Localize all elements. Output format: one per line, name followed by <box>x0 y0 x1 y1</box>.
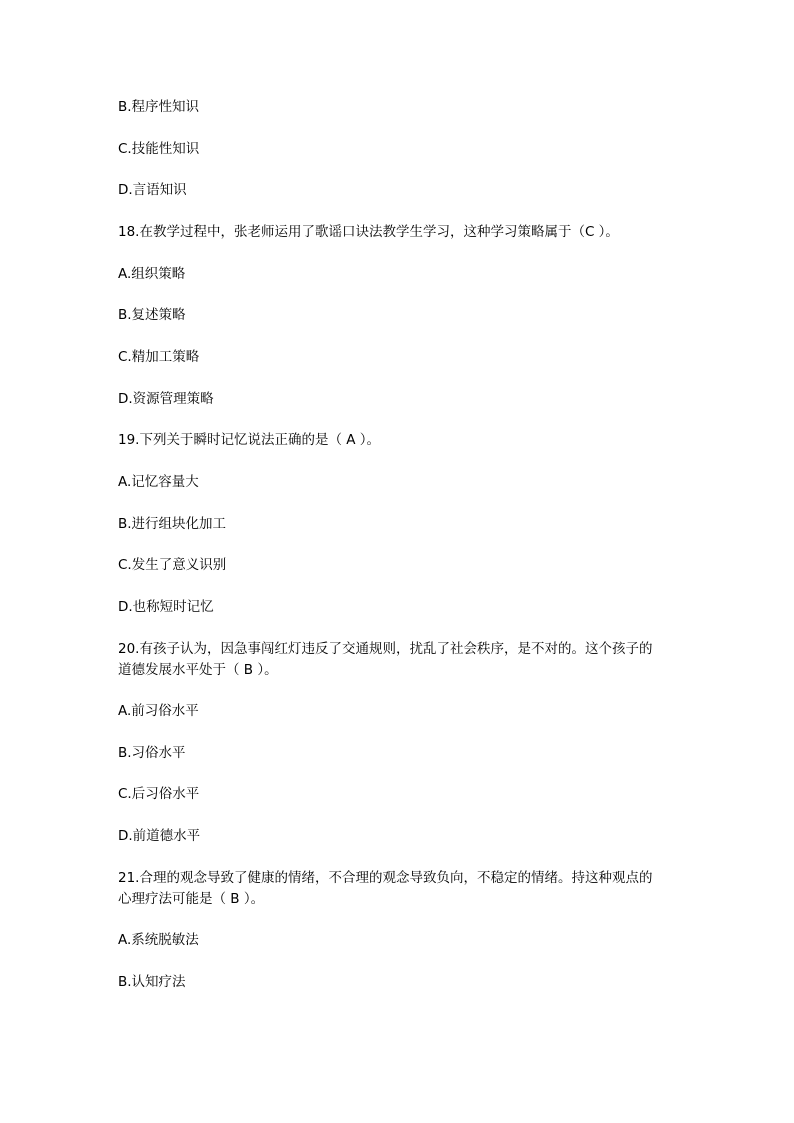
question-20-line-2: 道德发展水平处于（ B ）。 <box>118 662 278 678</box>
option-q19-a: A.记忆容量大 <box>118 474 199 490</box>
option-q21-a: A.系统脱敏法 <box>118 932 199 948</box>
option-q21-b: B.认知疗法 <box>118 974 186 990</box>
question-21-line-1: 21.合理的观念导致了健康的情绪，不合理的观念导致负向，不稳定的情绪。持这种观点的 <box>118 870 653 886</box>
question-20-line-1: 20.有孩子认为，因急事闯红灯违反了交通规则，扰乱了社会秩序，是不对的。这个孩子的 <box>118 641 653 657</box>
option-q17-c: C.技能性知识 <box>118 141 200 157</box>
option-q18-c: C.精加工策略 <box>118 349 200 365</box>
question-18: 18.在教学过程中，张老师运用了歌谣口诀法教学生学习，这种学习策略属于（C ）。 <box>118 224 619 240</box>
option-q18-d: D.资源管理策略 <box>118 391 214 407</box>
option-q20-b: B.习俗水平 <box>118 745 186 761</box>
option-q20-c: C.后习俗水平 <box>118 786 200 802</box>
option-q20-d: D.前道德水平 <box>118 828 201 844</box>
option-q19-c: C.发生了意义识别 <box>118 557 227 573</box>
option-q17-d: D.言语知识 <box>118 182 187 198</box>
option-q19-d: D.也称短时记忆 <box>118 599 214 615</box>
option-q18-b: B.复述策略 <box>118 307 186 323</box>
option-q17-b: B.程序性知识 <box>118 99 200 115</box>
question-21-line-2: 心理疗法可能是（ B ）。 <box>118 891 265 907</box>
option-q19-b: B.进行组块化加工 <box>118 516 227 532</box>
question-19: 19.下列关于瞬时记忆说法正确的是（ A ）。 <box>118 432 381 448</box>
option-q18-a: A.组织策略 <box>118 266 186 282</box>
option-q20-a: A.前习俗水平 <box>118 703 199 719</box>
